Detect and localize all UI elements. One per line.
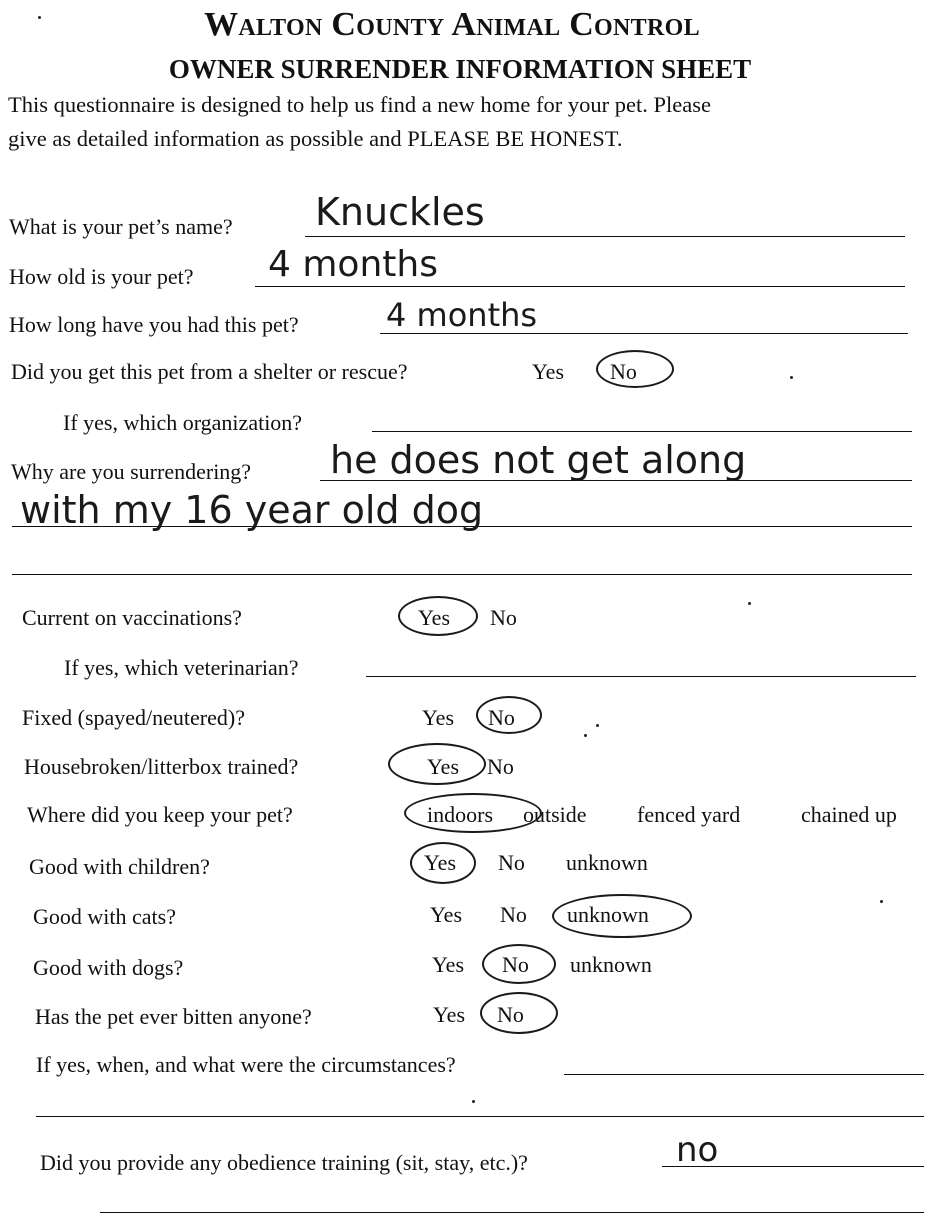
answer-pet-age: 4 months [268, 244, 438, 285]
form-subtitle: OWNER SURRENDER INFORMATION SHEET [168, 54, 752, 84]
question-dogs: Good with dogs? [33, 955, 184, 980]
form-title: Walton County Animal Control [204, 6, 700, 43]
answer-circle-children-yes [410, 842, 476, 884]
question-shelter: Did you get this pet from a shelter or rescue? [11, 359, 408, 384]
option-children-unknown[interactable]: unknown [566, 850, 648, 875]
option-cats-no[interactable]: No [500, 902, 527, 927]
question-fixed: Fixed (spayed/neutered)? [22, 705, 245, 730]
answer-line-reason-3 [12, 574, 912, 575]
answer-line-organization [372, 431, 912, 432]
question-bitten: Has the pet ever bitten anyone? [35, 1004, 312, 1029]
option-bitten-no[interactable]: No [497, 1002, 524, 1027]
scan-speck [790, 376, 793, 379]
answer-line-circumstances-1 [564, 1074, 924, 1075]
answer-circle-vaccinations-yes [398, 596, 478, 636]
scan-speck [748, 602, 751, 605]
answer-circle-dogs-no [482, 944, 556, 984]
option-shelter-yes[interactable]: Yes [532, 359, 565, 384]
bottom-rule [100, 1212, 924, 1213]
option-cats-yes[interactable]: Yes [430, 902, 463, 927]
answer-line-pet-age [255, 286, 905, 287]
question-pet-name: What is your pet’s name? [9, 214, 233, 239]
scan-speck [880, 900, 883, 903]
option-bitten-yes[interactable]: Yes [433, 1002, 466, 1027]
answer-time-owned: 4 months [386, 296, 538, 334]
option-shelter-no[interactable]: No [610, 359, 637, 384]
option-chained-up[interactable]: chained up [801, 802, 897, 827]
answer-line-veterinarian [366, 676, 916, 677]
question-housebroken: Housebroken/litterbox trained? [24, 754, 299, 779]
option-children-no[interactable]: No [498, 850, 525, 875]
option-vaccinations-yes[interactable]: Yes [418, 605, 451, 630]
answer-surrender-reason-2: with my 16 year old dog [20, 488, 484, 532]
scan-speck [38, 16, 41, 19]
option-dogs-yes[interactable]: Yes [432, 952, 465, 977]
answer-circle-housebroken-yes [388, 743, 486, 785]
question-time-owned: How long have you had this pet? [9, 312, 299, 337]
option-indoors[interactable]: indoors [427, 802, 493, 827]
option-fixed-no[interactable]: No [488, 705, 515, 730]
answer-obedience-training: no [676, 1130, 719, 1170]
question-veterinarian: If yes, which veterinarian? [64, 655, 299, 680]
answer-pet-name: Knuckles [315, 190, 485, 234]
option-housebroken-no[interactable]: No [487, 754, 514, 779]
scan-speck [584, 734, 587, 737]
scan-speck [596, 724, 599, 727]
option-dogs-no[interactable]: No [502, 952, 529, 977]
option-fenced-yard[interactable]: fenced yard [637, 802, 741, 827]
answer-surrender-reason-1: he does not get along [330, 438, 747, 482]
answer-circle-indoors [404, 793, 542, 833]
option-fixed-yes[interactable]: Yes [422, 705, 455, 730]
option-children-yes[interactable]: Yes [424, 850, 457, 875]
answer-circle-fixed-no [476, 696, 542, 734]
answer-circle-shelter-no [596, 350, 674, 388]
question-organization: If yes, which organization? [63, 410, 303, 435]
option-cats-unknown[interactable]: unknown [567, 902, 649, 927]
intro-line-2: give as detailed information as possible and PLEASE BE HONEST. [8, 126, 623, 151]
option-vaccinations-no[interactable]: No [490, 605, 517, 630]
question-obedience-training: Did you provide any obedience training (sit, stay, etc.)? [40, 1150, 528, 1175]
question-where-kept: Where did you keep your pet? [27, 802, 293, 827]
answer-line-circumstances-2 [36, 1116, 924, 1117]
intro-line-1: This questionnaire is designed to help us find a new home for your pet. Please [8, 92, 711, 117]
question-children: Good with children? [29, 854, 210, 879]
scan-speck [472, 1100, 475, 1103]
answer-line-pet-name [305, 236, 905, 237]
answer-circle-cats-unknown [552, 894, 692, 938]
question-surrender-reason: Why are you surrendering? [11, 459, 252, 484]
option-outside[interactable]: outside [523, 802, 587, 827]
answer-circle-bitten-no [480, 992, 558, 1034]
question-circumstances: If yes, when, and what were the circumstances? [36, 1052, 456, 1077]
question-pet-age: How old is your pet? [9, 264, 194, 289]
option-housebroken-yes[interactable]: Yes [427, 754, 460, 779]
question-vaccinations: Current on vaccinations? [22, 605, 242, 630]
option-dogs-unknown[interactable]: unknown [570, 952, 652, 977]
question-cats: Good with cats? [33, 904, 176, 929]
